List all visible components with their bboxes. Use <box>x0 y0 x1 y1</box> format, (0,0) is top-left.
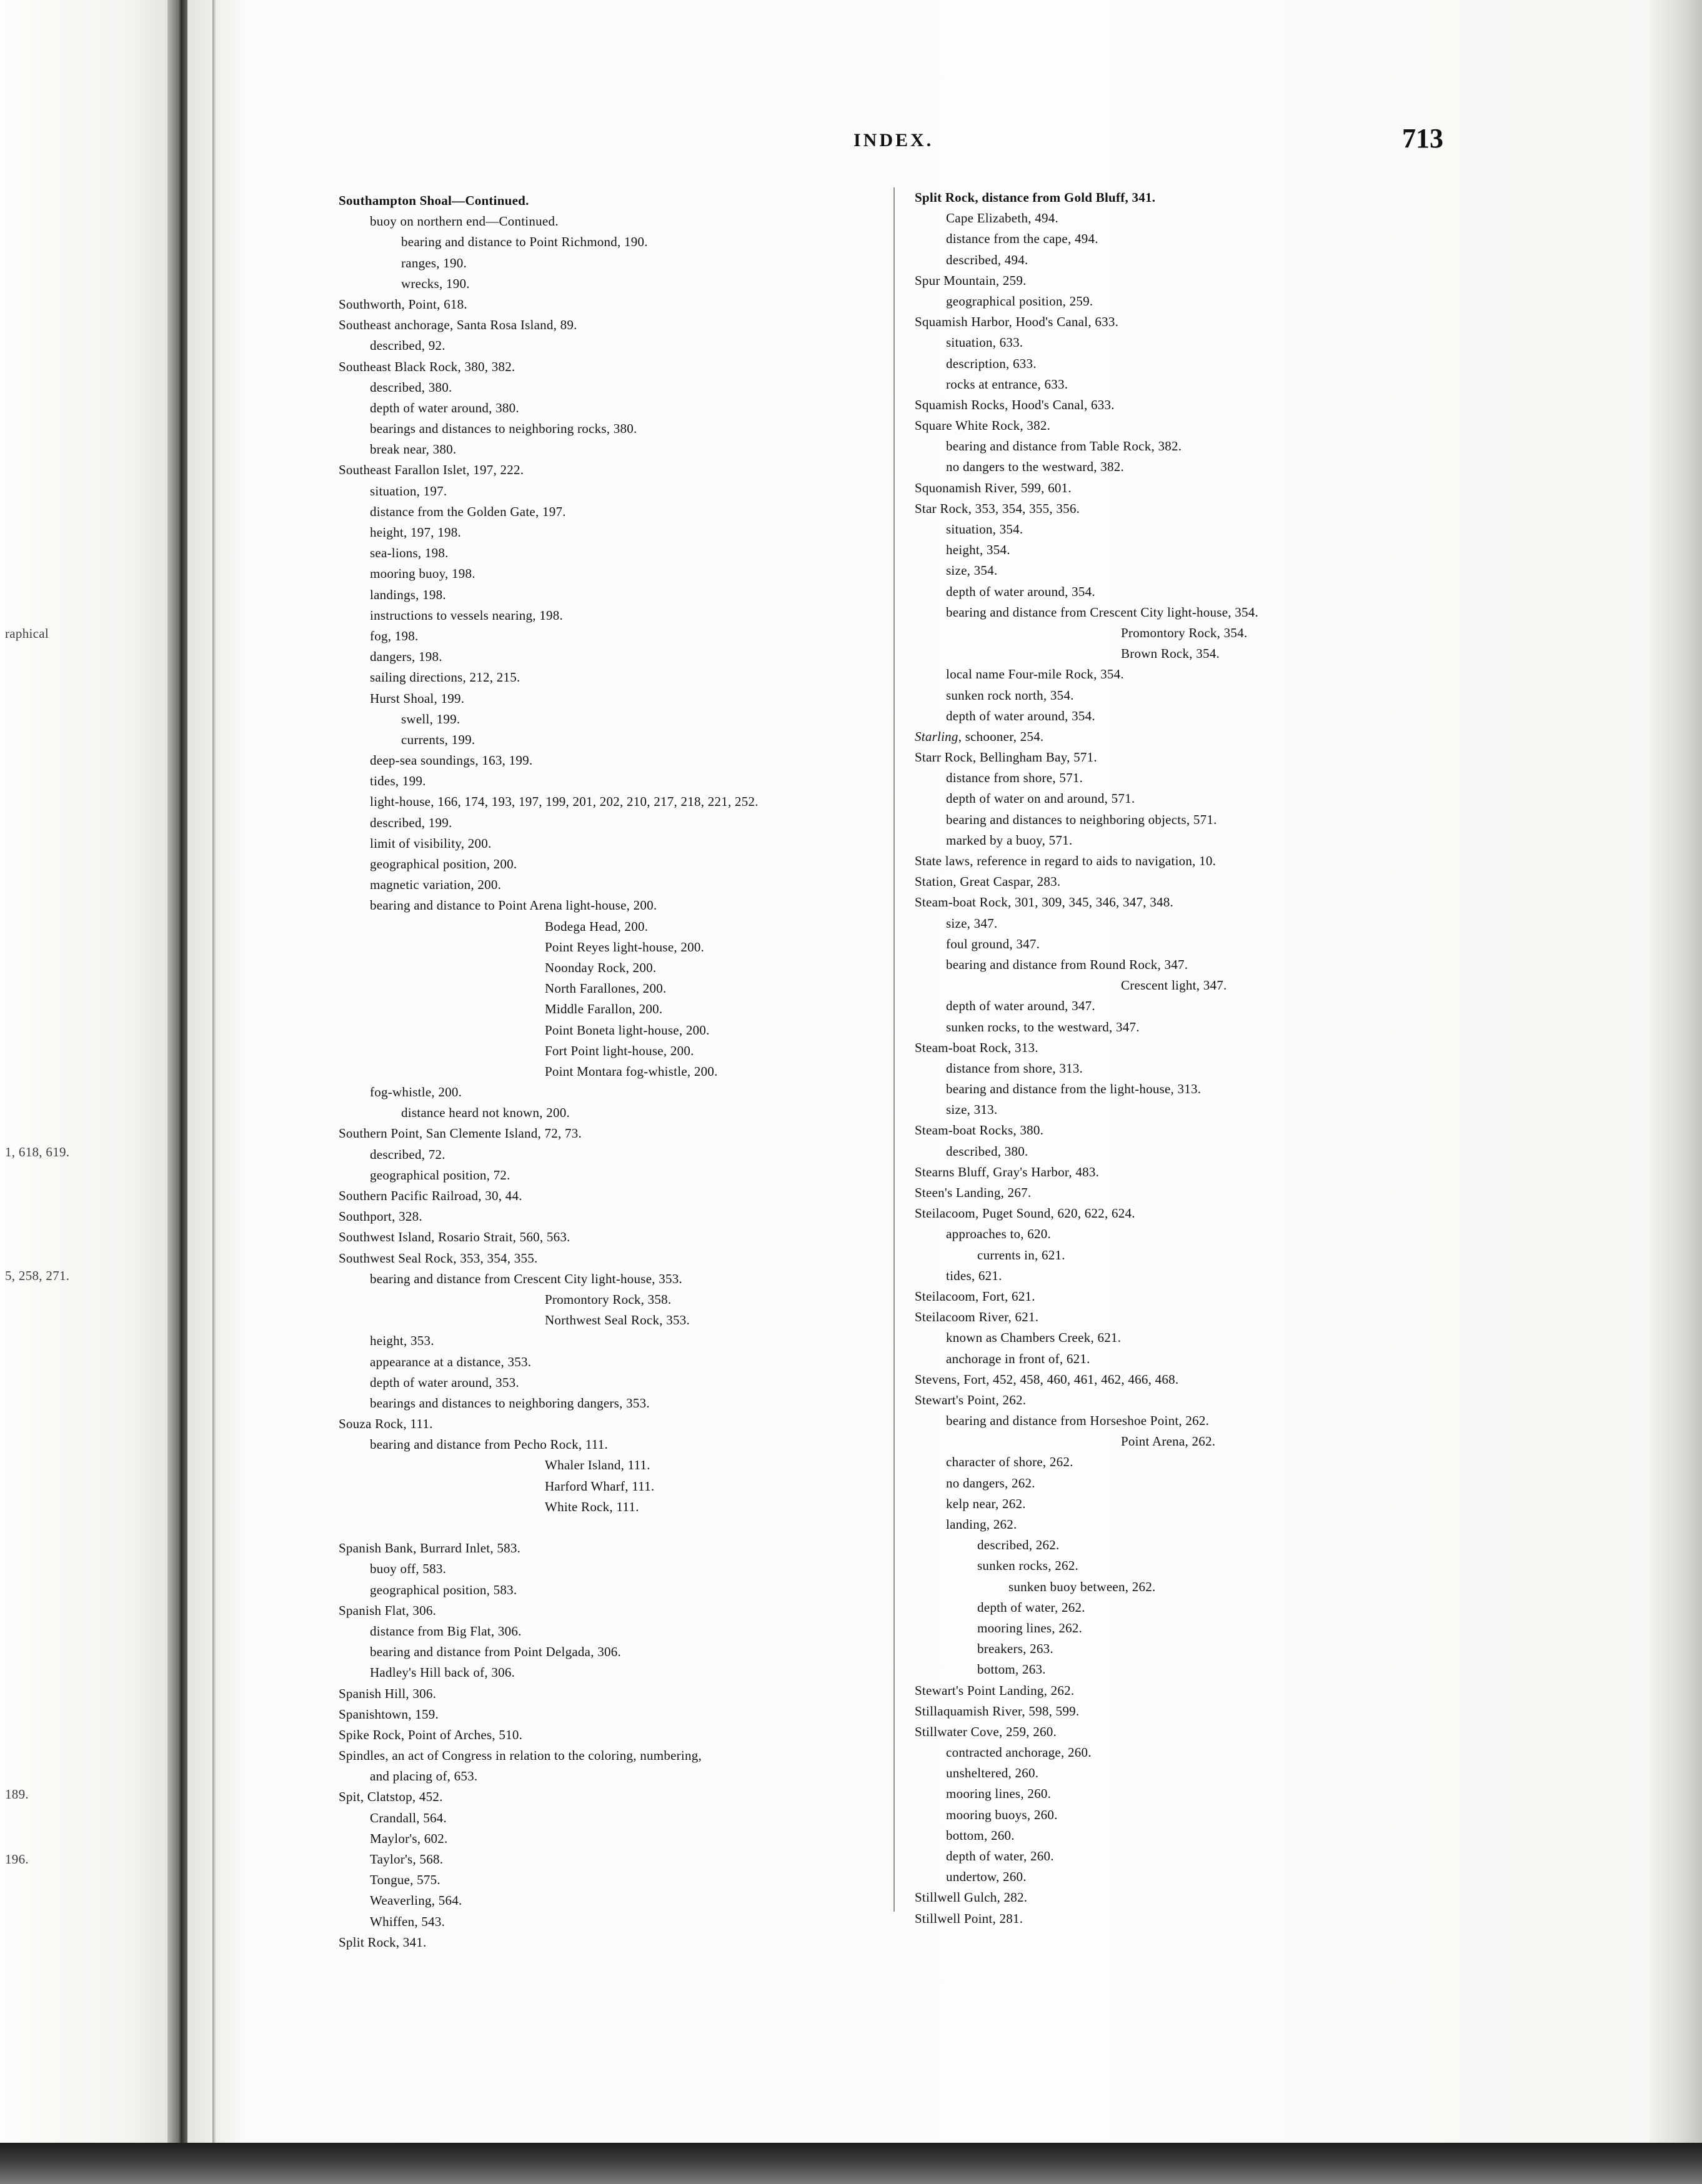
index-subentry: sunken rocks, 262. <box>977 1558 1078 1574</box>
index-subentry: bearings and distances to neighboring rocks, 380. <box>370 421 637 437</box>
index-subentry: appearance at a distance, 353. <box>370 1354 532 1369</box>
index-subentry: geographical position, 200. <box>370 856 517 871</box>
left-fragment: 5, 258, 271. <box>5 1268 70 1283</box>
index-entry: Southern Point, San Clemente Island, 72, 73. <box>339 1126 582 1141</box>
index-subentry: fog, 198. <box>370 628 419 643</box>
index-subentry: depth of water around, 380. <box>370 400 519 415</box>
index-subentry: foul ground, 347. <box>946 936 1040 951</box>
index-entry: Souza Rock, 111. <box>339 1416 433 1432</box>
index-subentry: sea-lions, 198. <box>370 545 449 561</box>
index-entry: Southern Pacific Railroad, 30, 44. <box>339 1188 522 1203</box>
index-subentry: deep-sea soundings, 163, 199. <box>370 753 533 768</box>
index-subentry: and placing of, 653. <box>370 1769 478 1784</box>
index-entry: Star Rock, 353, 354, 355, 356. <box>915 500 1080 516</box>
index-subentry: Point Arena, 262. <box>1121 1434 1216 1449</box>
index-subentry: geographical position, 259. <box>946 293 1093 309</box>
index-subentry: bearing and distance from Point Delgada, 306. <box>370 1644 621 1660</box>
index-entry: Spur Mountain, 259. <box>915 272 1027 288</box>
index-subentry: situation, 354. <box>946 522 1023 537</box>
index-subentry: bearing and distance from Round Rock, 347. <box>946 956 1188 972</box>
index-column-left <box>339 191 901 1953</box>
page-fold-shadow <box>212 0 216 2143</box>
index-subentry: situation, 633. <box>946 335 1023 350</box>
index-entry: Starling, schooner, 254. <box>915 728 1044 744</box>
index-entry: Spanish Hill, 306. <box>339 1685 437 1701</box>
index-subentry: bottom, 263. <box>977 1662 1046 1677</box>
index-subentry: no dangers to the westward, 382. <box>946 459 1125 475</box>
index-subentry: height, 353. <box>370 1333 434 1349</box>
index-subentry: depth of water around, 353. <box>370 1374 519 1390</box>
index-entry: Spanishtown, 159. <box>339 1706 439 1722</box>
index-entry: Stewart's Point Landing, 262. <box>915 1682 1075 1698</box>
index-subentry: ranges, 190. <box>401 255 467 271</box>
index-subentry: description, 633. <box>946 355 1037 371</box>
index-subentry: undertow, 260. <box>946 1869 1027 1885</box>
index-subentry: approaches to, 620. <box>946 1226 1052 1242</box>
index-subentry: unsheltered, 260. <box>946 1765 1039 1781</box>
index-subentry: character of shore, 262. <box>946 1454 1073 1470</box>
page-number: 713 <box>1402 123 1443 154</box>
index-entry: Squamish Harbor, Hood's Canal, 633. <box>915 314 1119 330</box>
index-subentry: sunken rocks, to the westward, 347. <box>946 1019 1140 1035</box>
index-subentry: distance from shore, 313. <box>946 1060 1083 1076</box>
index-entry: Split Rock, 341. <box>339 1934 427 1950</box>
index-subentry: contracted anchorage, 260. <box>946 1745 1092 1760</box>
index-entry: Stewart's Point, 262. <box>915 1392 1027 1407</box>
index-subentry: mooring lines, 260. <box>946 1786 1052 1802</box>
index-subentry: Harford Wharf, 111. <box>545 1478 655 1494</box>
index-entry: Squonamish River, 599, 601. <box>915 480 1072 495</box>
index-entry: Steilacoom River, 621. <box>915 1309 1039 1325</box>
index-subentry: sunken rock north, 354. <box>946 687 1074 703</box>
index-entry: Stillwell Point, 281. <box>915 1910 1023 1926</box>
index-subentry: size, 313. <box>946 1102 998 1118</box>
index-subentry: Middle Farallon, 200. <box>545 1001 663 1017</box>
left-fragment: 1, 618, 619. <box>5 1144 70 1159</box>
index-subentry: described, 494. <box>946 252 1028 267</box>
index-subentry: bearing and distances to neighboring objects, 571. <box>946 812 1217 827</box>
index-entry: Southampton Shoal—Continued. <box>339 193 529 208</box>
index-subentry: Noonday Rock, 200. <box>545 960 657 975</box>
index-entry: Steam-boat Rock, 313. <box>915 1040 1038 1055</box>
index-subentry: White Rock, 111. <box>545 1499 639 1514</box>
index-subentry: Bodega Head, 200. <box>545 918 649 934</box>
index-subentry: described, 92. <box>370 338 445 354</box>
index-subentry: depth of water around, 354. <box>946 583 1095 599</box>
index-entry: Spit, Clatstop, 452. <box>339 1789 443 1805</box>
index-subentry: magnetic variation, 200. <box>370 877 502 893</box>
index-entry: State laws, reference in regard to aids to navigation, 10. <box>915 853 1217 868</box>
index-entry: Southport, 328. <box>339 1209 422 1224</box>
index-entry: Steilacoom, Puget Sound, 620, 622, 624. <box>915 1206 1135 1221</box>
index-subentry: Hadley's Hill back of, 306. <box>370 1665 515 1680</box>
index-subentry: bearing and distance to Point Richmond, 190. <box>401 234 648 250</box>
index-subentry: described, 72. <box>370 1146 445 1162</box>
index-subentry: size, 347. <box>946 915 998 931</box>
index-subentry: height, 197, 198. <box>370 525 461 540</box>
index-subentry: bearing and distance from Crescent City light-house, 354. <box>946 604 1259 620</box>
index-entry: Southeast anchorage, Santa Rosa Island, 89. <box>339 317 577 333</box>
index-entry: Squamish Rocks, Hood's Canal, 633. <box>915 397 1115 412</box>
index-subentry: bearing and distance to Point Arena light-house, 200. <box>370 898 657 913</box>
index-subentry: Crescent light, 347. <box>1121 978 1227 993</box>
index-entry: Steam-boat Rock, 301, 309, 345, 346, 347, 348. <box>915 895 1173 910</box>
left-fragment: raphical <box>5 626 49 641</box>
index-entry: Stillaquamish River, 598, 599. <box>915 1703 1080 1719</box>
index-entry: Spindles, an act of Congress in relation to the coloring, numbering, <box>339 1748 702 1764</box>
index-subentry: breakers, 263. <box>977 1641 1053 1657</box>
index-subentry: Northwest Seal Rock, 353. <box>545 1313 690 1328</box>
index-subentry: Point Montara fog-whistle, 200. <box>545 1063 718 1079</box>
index-subentry: distance from the Golden Gate, 197. <box>370 504 566 519</box>
index-subentry: local name Four-mile Rock, 354. <box>946 667 1124 682</box>
index-subentry: depth of water around, 354. <box>946 708 1095 723</box>
index-subentry: Promontory Rock, 354. <box>1121 625 1248 640</box>
index-subentry: mooring buoys, 260. <box>946 1807 1058 1822</box>
index-subentry: light-house, 166, 174, 193, 197, 199, 201, 202, 210, 217, 218, 221, 252. <box>370 794 759 810</box>
index-entry: Southeast Black Rock, 380, 382. <box>339 359 515 374</box>
index-subentry: currents, 199. <box>401 732 475 747</box>
index-entry: Spanish Flat, 306. <box>339 1602 437 1618</box>
index-subentry: mooring lines, 262. <box>977 1620 1083 1636</box>
index-subentry: Cape Elizabeth, 494. <box>946 211 1058 226</box>
index-subentry: bearings and distances to neighboring dangers, 353. <box>370 1395 650 1411</box>
index-subentry: depth of water, 260. <box>946 1849 1054 1864</box>
index-subentry: Tongue, 575. <box>370 1872 440 1888</box>
left-page-edge <box>0 0 187 2149</box>
index-subentry: Promontory Rock, 358. <box>545 1291 672 1307</box>
index-entry: Stevens, Fort, 452, 458, 460, 461, 462, 466, 468. <box>915 1371 1179 1387</box>
index-subentry: fog-whistle, 200. <box>370 1085 462 1100</box>
index-entry: Square White Rock, 382. <box>915 418 1051 434</box>
index-subentry: bearing and distance from Table Rock, 382. <box>946 439 1182 454</box>
index-subentry: geographical position, 583. <box>370 1582 517 1597</box>
index-subentry: depth of water on and around, 571. <box>946 791 1135 807</box>
index-subentry: Brown Rock, 354. <box>1121 646 1220 662</box>
index-subentry: bearing and distance from the light-house, 313. <box>946 1081 1202 1097</box>
index-subentry: height, 354. <box>946 542 1010 558</box>
index-entry <box>339 1517 901 1538</box>
index-subentry: described, 380. <box>370 379 452 395</box>
index-subentry: anchorage in front of, 621. <box>946 1351 1090 1366</box>
index-subentry: bottom, 260. <box>946 1827 1015 1843</box>
index-subentry: dangers, 198. <box>370 649 442 665</box>
index-entry: Southworth, Point, 618. <box>339 296 467 312</box>
index-subentry: known as Chambers Creek, 621. <box>946 1330 1122 1346</box>
index-entry: Spanish Bank, Burrard Inlet, 583. <box>339 1541 521 1556</box>
index-subentry: situation, 197. <box>370 483 447 499</box>
index-subentry: Point Reyes light-house, 200. <box>545 939 705 955</box>
index-entry: Steam-boat Rocks, 380. <box>915 1123 1044 1138</box>
index-subentry: marked by a buoy, 571. <box>946 832 1073 848</box>
index-subentry: break near, 380. <box>370 442 457 457</box>
index-subentry: bearing and distance from Crescent City light-house, 353. <box>370 1271 683 1286</box>
index-subentry: described, 262. <box>977 1537 1060 1553</box>
page-title: INDEX. <box>853 130 934 151</box>
index-subentry: Point Boneta light-house, 200. <box>545 1022 710 1038</box>
index-subentry: landings, 198. <box>370 587 446 602</box>
index-entry: Southwest Seal Rock, 353, 354, 355. <box>339 1250 538 1266</box>
index-entry: Steen's Landing, 267. <box>915 1185 1032 1200</box>
index-subentry: tides, 621. <box>946 1268 1002 1283</box>
index-subentry: described, 380. <box>946 1143 1028 1159</box>
index-entry: Stearns Bluff, Gray's Harbor, 483. <box>915 1164 1100 1179</box>
index-entry: Southwest Island, Rosario Strait, 560, 563. <box>339 1229 570 1245</box>
index-column-right <box>915 187 1477 1929</box>
index-subentry: no dangers, 262. <box>946 1475 1035 1491</box>
index-entry: Spike Rock, Point of Arches, 510. <box>339 1727 523 1742</box>
index-subentry: bearing and distance from Horseshoe Point, 262. <box>946 1413 1210 1429</box>
index-entry: Split Rock, distance from Gold Bluff, 341. <box>915 190 1156 205</box>
index-subentry: buoy on northern end—Continued. <box>370 214 559 229</box>
index-entry: Steilacoom, Fort, 621. <box>915 1288 1035 1304</box>
index-subentry: distance from the cape, 494. <box>946 231 1098 247</box>
index-subentry: Crandall, 564. <box>370 1810 447 1825</box>
index-subentry: tides, 199. <box>370 773 426 789</box>
index-subentry: sailing directions, 212, 215. <box>370 670 520 685</box>
left-fragment: 189. <box>5 1787 29 1802</box>
index-subentry: rocks at entrance, 633. <box>946 376 1068 392</box>
index-subentry: currents in, 621. <box>977 1247 1065 1263</box>
scan-bottom-border <box>0 2143 1702 2184</box>
index-subentry: Whiffen, 543. <box>370 1913 445 1929</box>
index-subentry: swell, 199. <box>401 711 460 727</box>
index-subentry: distance heard not known, 200. <box>401 1105 570 1121</box>
index-entry: Stillwater Cove, 259, 260. <box>915 1724 1057 1739</box>
index-subentry: Fort Point light-house, 200. <box>545 1043 694 1058</box>
index-subentry: described, 199. <box>370 815 452 830</box>
page-right-edge <box>1650 0 1702 2149</box>
index-subentry: geographical position, 72. <box>370 1167 510 1183</box>
index-subentry: bearing and distance from Pecho Rock, 111. <box>370 1437 609 1452</box>
index-subentry: distance from shore, 571. <box>946 770 1083 786</box>
index-subentry: Hurst Shoal, 199. <box>370 690 465 706</box>
index-subentry: Maylor's, 602. <box>370 1830 448 1846</box>
index-subentry: sunken buoy between, 262. <box>1008 1579 1156 1594</box>
index-subentry: North Farallones, 200. <box>545 981 667 996</box>
index-subentry: size, 354. <box>946 563 998 578</box>
index-entry: Starr Rock, Bellingham Bay, 571. <box>915 750 1097 765</box>
index-subentry: limit of visibility, 200. <box>370 835 492 851</box>
left-fragment: 196. <box>5 1852 29 1867</box>
index-entry: Stillwell Gulch, 282. <box>915 1890 1028 1905</box>
index-subentry: depth of water around, 347. <box>946 998 1095 1014</box>
index-subentry: landing, 262. <box>946 1517 1017 1532</box>
index-entry: Station, Great Caspar, 283. <box>915 874 1061 890</box>
index-subentry: buoy off, 583. <box>370 1561 447 1577</box>
index-subentry: wrecks, 190. <box>401 275 470 291</box>
index-subentry: Taylor's, 568. <box>370 1852 444 1867</box>
index-subentry: Whaler Island, 111. <box>545 1457 650 1473</box>
index-subentry: kelp near, 262. <box>946 1496 1026 1511</box>
index-entry: Southeast Farallon Islet, 197, 222. <box>339 462 524 478</box>
index-subentry: instructions to vessels nearing, 198. <box>370 607 564 623</box>
index-subentry: depth of water, 262. <box>977 1599 1085 1615</box>
index-subentry: distance from Big Flat, 306. <box>370 1623 522 1639</box>
index-subentry: Weaverling, 564. <box>370 1893 462 1909</box>
index-subentry: mooring buoy, 198. <box>370 566 475 582</box>
